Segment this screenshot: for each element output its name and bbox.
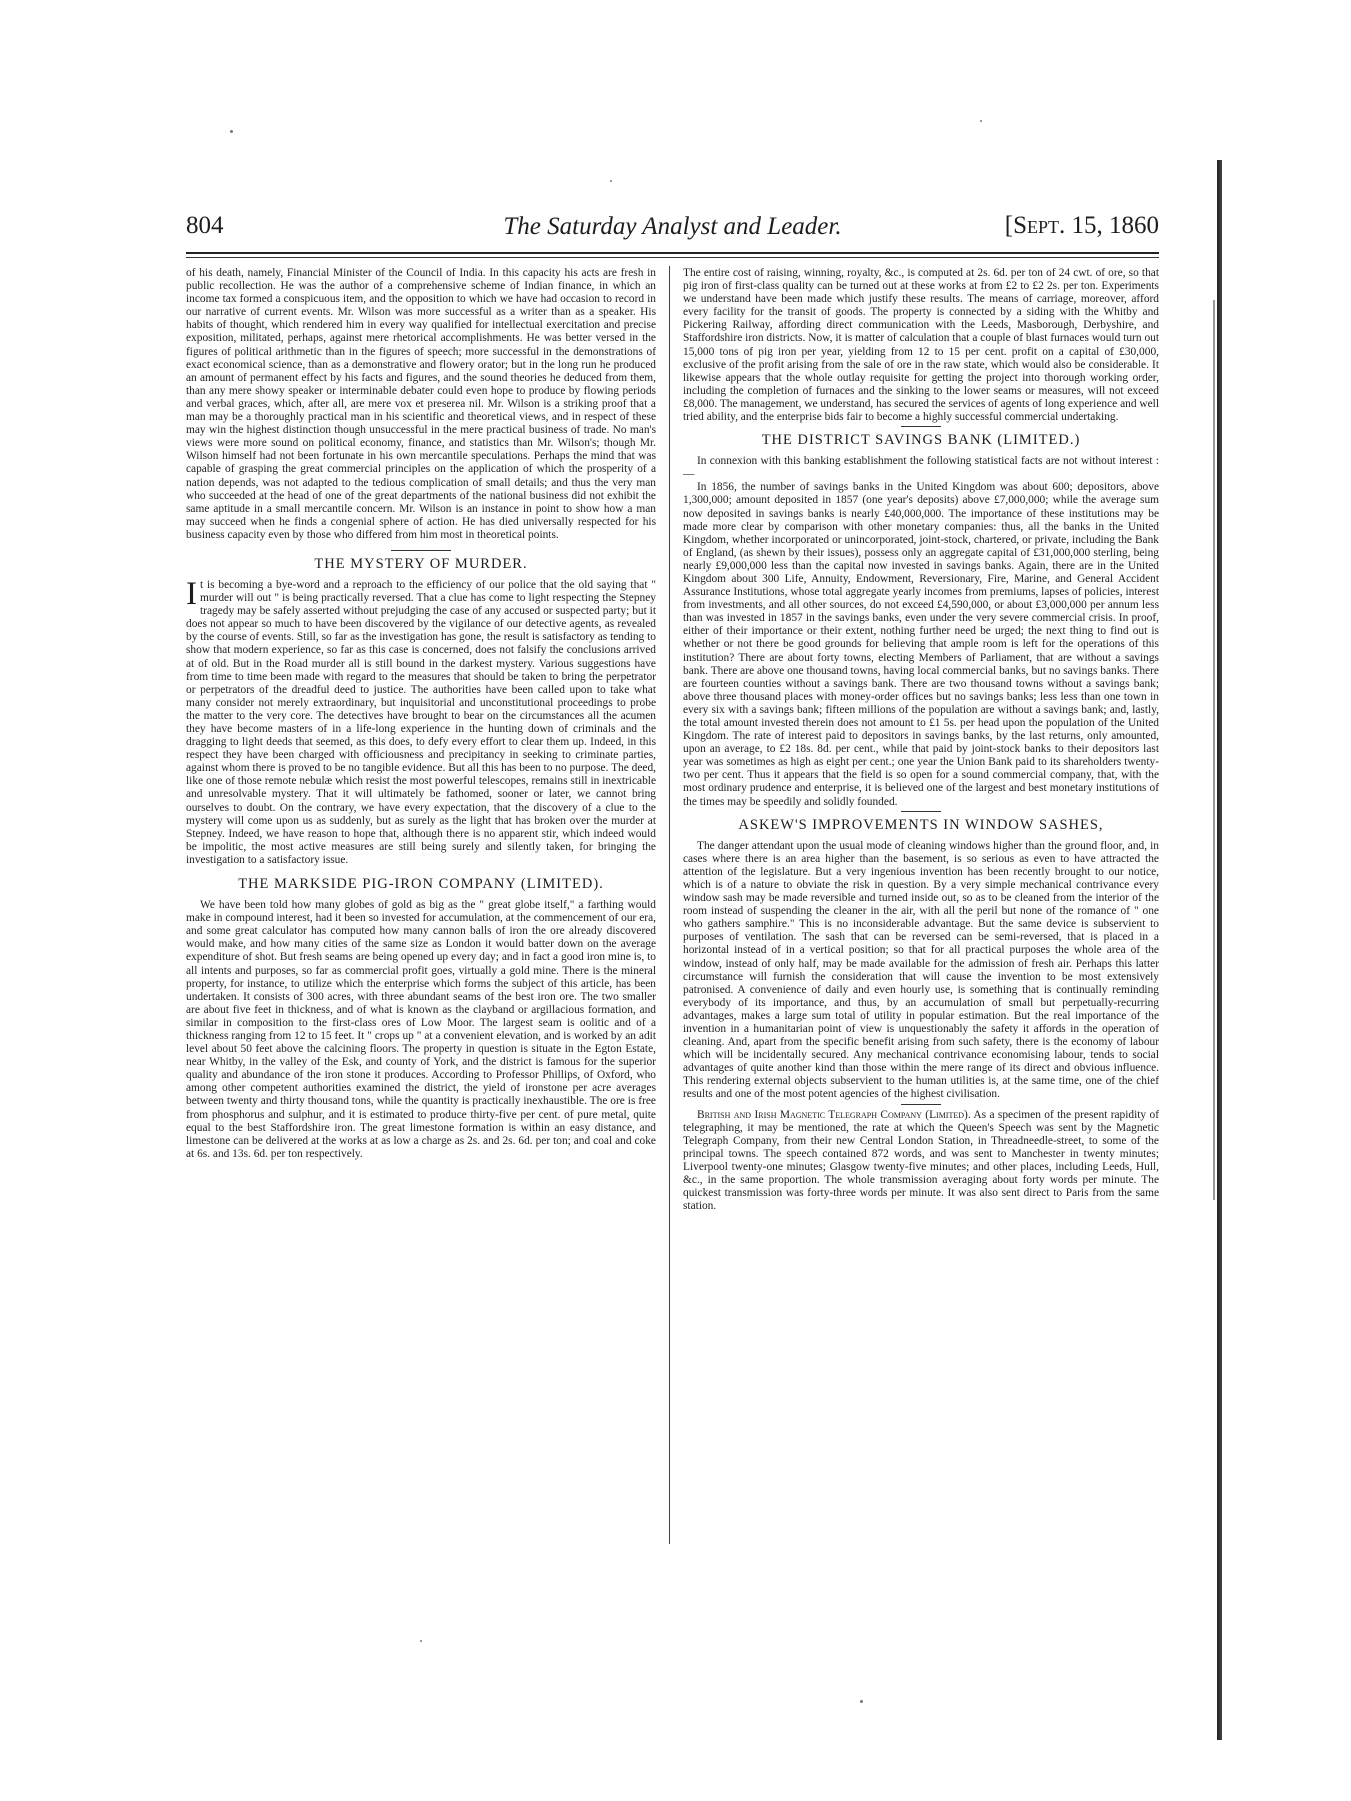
mystery-heading: THE MYSTERY OF MURDER. bbox=[314, 555, 528, 572]
paper-speck bbox=[980, 120, 982, 122]
page-number: 804 bbox=[186, 212, 224, 239]
paper-speck bbox=[610, 180, 612, 182]
obituary-paragraph: of his death, namely, Financial Minister of the Council of India. In this capacity his acts are fresh in public recollection. He was the author of a comprehensive scheme of Indian finance, in which an income tax formed a conspicuous item, and the opposition to which we have had occasion to record in our narrative of current events. Mr. Wilson was more successful as a writer than as a speaker. His habits of thought, which rendered him in every way qualified for intellectual exercitation and precise exposition, militated, perhaps, against mere rhetorical accomplishments. He was better versed in the figures of political arithmetic than in the figures of speech; more successful in the demonstrations of exact economical science, than as a demonstrative and flowery orator; but in the long run he produced an amount of permanent effect by his facts and figures, and the sound theories he deduced from them, than any mere showy speaker or interminable debater could even hope to produce by flowing periods and verbal graces, which, after all, are mere vox et preserea nil. Mr. Wilson is a striking proof that a man may be a thoroughly practical man in his scientific and theoretical views, and in respect of these may win the highest distinction though unsuccessful in the mere practical business of trade. No man's views were more sound on political economy, finance, and statistics than Mr. Wilson's; though Mr. Wilson himself had not been fortunate in his own mercantile speculations. Perhaps the mind that was capable of grasping the great commercial principles on the application of which the prosperity of a nation depends, was not adapted to the tedious complication of small details; and thus the very man who succeeded at the head of one of the great departments of the national business did not exhibit the same aptitude in a small mercantile concern. Mr. Wilson is an instance in point to show how a man may succeed when he finds a congenial sphere of action. He has died universally respected for his business capacity even by those who differed from him most in theoretical points. bbox=[186, 267, 656, 541]
savings-intro: In connexion with this banking establishment the following statistical facts are not without interest :— bbox=[683, 455, 1159, 481]
section-rule bbox=[391, 550, 451, 551]
telegraph-paragraph bbox=[683, 1109, 1159, 1214]
column-divider bbox=[669, 266, 670, 1544]
savings-heading: THE DISTRICT SAVINGS BANK (LIMITED.) bbox=[761, 432, 1081, 449]
right-column bbox=[683, 267, 1159, 1213]
scan-shadow-line bbox=[1213, 300, 1215, 1200]
askew-paragraph: The danger attendant upon the usual mode of cleaning windows higher than the ground floor, and, in cases where there is an area higher than the basement, is so serious as even to have attracted the attention of the legislature. But a very ingenious invention has been recently brought to our notice, which is of a nature to obviate the risk in question. By a very simple mechanical contrivance every window sash may be made reversible and turned inside out, so as to be cleaned from the interior of the room instead of suspending the cleaner in the air, with all the peril but none of the romance of " one who gathers samphire." This is no inconsiderable advantage. But the same device is subservient to purposes of ventilation. The sash that can be reversed can be semi-reversed, that is placed in a horizontal instead of in a vertical position; so that for all practical purposes the whole area of the window, instead of only half, may be made available for the admission of fresh air. Perhaps this latter circumstance will furnish the consideration that will cause the invention to be most extensively patronised. A convenience of daily and even hourly use, is something that is continually reminding everybody of its importance, and thus, by an accumulation of small but perpetually-recurring advantages, makes a large sum total of utility in popular estimation. But the real importance of the invention in a humanitarian point of view is unquestionably the safety it affords in the operation of cleaning. And, apart from the specific benefit arising from such safety, there is the economy of labour which will be incidentally secured. Any mechanical contrivance economising labour, tends to social advantages of quite another kind than those within the mere range of its direct and obvious influence. This rendering external objects subservient to the human utilities is, at the same time, one of the chief results and one of the most potent agencies of the highest civilisation. bbox=[683, 839, 1159, 1101]
drop-cap: I bbox=[186, 575, 197, 612]
section-rule bbox=[901, 811, 941, 812]
paper-speck bbox=[860, 1700, 863, 1703]
paper-speck bbox=[230, 130, 233, 133]
section-rule bbox=[901, 426, 941, 427]
scan-binding-edge bbox=[1217, 160, 1222, 1740]
markside-continued-paragraph: The entire cost of raising, winning, royalty, &c., is computed at 2s. 6d. per ton of 24 cwt. of ore, so that pig iron of first-class quality can be turned out at these works at from £2 to £2 2s. per ton. Experiments we understand have been made which justify these results. The means of carriage, moreover, afford every facility for the transit of goods. The property is connected by a siding with the Whitby and Pickering Railway, affording direct communication with the Leeds, Masborough, Derbyshire, and Staffordshire iron districts. Now, it is matter of calculation that a couple of blast furnaces would turn out 15,000 tons of pig iron per year, yielding from 12 to 15 per cent. profit on a capital of £30,000, exclusive of the profit arising from the sale of ore in the raw state, which would also be considerable. It likewise appears that the whole outlay requisite for getting the project into thorough working order, including the completion of furnaces and the sinking to the lower seams or measures, will not exceed £8,000. The management, we understand, has secured the services of agents of long experience and well tried ability, and the enterprise bids fair to become a highly successful commercial undertaking. bbox=[683, 267, 1159, 424]
header-rule bbox=[186, 252, 1159, 254]
askew-heading: ASKEW'S IMPROVEMENTS IN WINDOW SASHES, bbox=[738, 816, 1104, 833]
markside-paragraph: We have been told how many globes of gold as big as the " great globe itself," a farthing would make in compound interest, had it been so invested for accumulation, at the commencement of our era, and some great calculator has computed how many cannon balls of iron the ore already discovered would make, and how many cities of the same size as London it would batter down on the average expenditure of shot. But fresh seams are being opened up every day; and in fact a good iron mine is, to all intents and purposes, so far as commercial profit goes, virtually a gold mine. There is the mineral property, for instance, to utilize which the enterprise which forms the subject of this article, has been undertaken. It consists of 300 acres, with three abundant seams of the best iron ore. The two smaller are about five feet in thickness, and of what is known as the clayband or argillacious formation, and similar in composition to the first-class ores of Low Moor. The largest seam is oolitic and of a thickness ranging from 12 to 15 feet. It " crops up " at a convenient elevation, and is worked by an adit level about 50 feet above the calcining floors. The property in question is situate in the Egton Estate, near Whitby, in the valley of the Esk, and county of York, and the district is famous for the superior quality and abundance of the iron stone it produces. According to Professor Phillips, of Oxford, who among other competent authorities examined the district, the yield of ironstone per acre averages between twenty and thirty thousand tons, while the quantity is practically inexhaustible. The ore is free from phosphorus and sulphur, and it is estimated to produce thirty-five per cent. of pure metal, quite equal to the best Staffordshire iron. The great limestone formation is within an easy distance, and limestone can be delivered at the works at as low a charge as 2s. and 2s. 6d. per ton; and coal and coke at 6s. and 13s. 6d. per ton respectively. bbox=[186, 899, 656, 1160]
left-column bbox=[186, 267, 656, 1161]
savings-paragraph: In 1856, the number of savings banks in the United Kingdom was about 600; depositors, above 1,300,000; amount deposited in 1857 (one year's deposits) above £7,000,000; while the average sum now deposited in savings banks is nearly £40,000,000. The importance of these institutions may be made more clear by comparison with other monetary companies: thus, all the banks in the United Kingdom, whether incorporated or unincorporated, joint-stock, chartered, or private, including the Bank of England, (as shewn by their issues), possess only an aggregate capital of £31,000,000 sterling, being nearly £9,000,000 less than the capital now invested in savings banks. Again, there are in the United Kingdom about 300 Life, Annuity, Endowment, Reversionary, Fire, Marine, and General Accident Assurance Institutions, whose total aggregate yearly incomes from premiums, lapses of policies, interest from investments, and all other sources, do not exceed £4,590,000, or about £3,000,000 per annum less than was invested in 1857 in the savings banks, even under the very severe commercial crisis. In proof, either of their importance or their extent, nothing further need be urged; the next thing to find out is whether or not there be good grounds for believing that ample room is left for the operations of this institution? There are about forty towns, electing Members of Parliament, that are without a savings bank. There are above one thousand towns, having local commercial banks, but no savings banks. There are fourteen counties without a savings bank. There are two thousand towns without a savings bank; above three thousand places with money-order offices but no savings banks; less less than one town in every six with a savings bank; fifteen millions of the population are without a savings bank; and, lastly, the total amount invested therein does not amount to £1 5s. per head upon the population of the United Kingdom. The rate of interest paid to depositors in savings banks, by the last returns, only amounted, upon an average, to £2 18s. 8d. per cent., while that paid by joint-stock banks to their depositors last year was sometimes as high as eight per cent.; one year the Union Bank paid to its shareholders twenty-two per cent. Thus it appears that the field is so open for a sound commercial company, that, with the most ordinary prudence and enterprise, it is believed one of the largest and best monetary institutions of the times may be speedily and solidly founded. bbox=[683, 481, 1159, 808]
telegraph-body: As a specimen of the present rapidity of telegraphing, it may be mentioned, the rate at which the Queen's Speech was sent by the Magnetic Telegraph Company, from their new Central London Station, in Threadneedle-street, to some of the principal towns. The speech contained 872 words, and was sent to Manchester in twenty minutes; Liverpool twenty-one minutes; Glasgow twenty-five minutes; and other places, including Leeds, Hull, &c., in the same proportion. The whole transmission averaging about forty words per minute. The quickest transmission was forty-three words per minute. It was also sent direct to Paris from the same station. bbox=[683, 1108, 1159, 1213]
mystery-paragraph bbox=[186, 575, 656, 867]
header-rule-thin bbox=[186, 257, 1159, 258]
section-rule bbox=[901, 1104, 941, 1105]
mystery-body: t is becoming a bye-word and a reproach to the efficiency of our police that the old saying that " murder will out " is being practically reversed. That a clue has come to light respecting the Stepney tragedy may be safely asserted without prejudging the case of any accused or suspected party; but it does not appear so much to have been discovered by the vigilance of our detective agents, as revealed by the course of events. Still, so far as the investigation has gone, the result is satisfactory as tending to show that modern experience, so far as this case is concerned, does not falsify the conclusions arrived at of old. But in the Road murder all is still bound in the darkest mystery. Various suggestions have from time to time been made with regard to the measures that should be taken to bring the perpetrator or perpetrators of the dreadful deed to justice. The authorities have been called upon to take what many consider not merely extraordinary, but inquisitorial and unconstitutional proceedings to probe the matter to the very core. The detectives have brought to bear on the circumstances all the acumen they have become masters of in a life-long experience in the hunting down of criminals and the dragging to light deeds that seemed, as this does, to defy every effort to clear them up. Indeed, in this respect they have been charged with officiousness and precipitancy in seeking to criminate parties, against whom there is proved to be no tangible evidence. But all this has been to no purpose. The deed, like one of those remote nebulæ which resist the most powerful telescopes, remains still in inextricable and unresolvable mystery. That it will ultimately be fathomed, sooner or later, we cannot bring ourselves to doubt. On the contrary, we have every expectation, that the discovery of a clue to the mystery will come upon us as suddenly, but as surely as the light that has broken over the murder at Stepney. Indeed, we have reason to hope that, although there is no apparent stir, which indeed would be impolitic, the most active measures are still being surely and silently taken, for bringing the investigation to a satisfactory issue. bbox=[186, 578, 656, 866]
telegraph-heading: British and Irish Magnetic Telegraph Company (Limited). bbox=[697, 1108, 971, 1121]
issue-date: [Sept. 15, 1860 bbox=[1004, 212, 1159, 239]
markside-heading: THE MARKSIDE PIG-IRON COMPANY (LIMITED). bbox=[238, 876, 604, 893]
page-header bbox=[186, 212, 1159, 252]
paper-speck bbox=[420, 1640, 422, 1642]
publication-title: The Saturday Analyst and Leader. bbox=[503, 213, 842, 240]
